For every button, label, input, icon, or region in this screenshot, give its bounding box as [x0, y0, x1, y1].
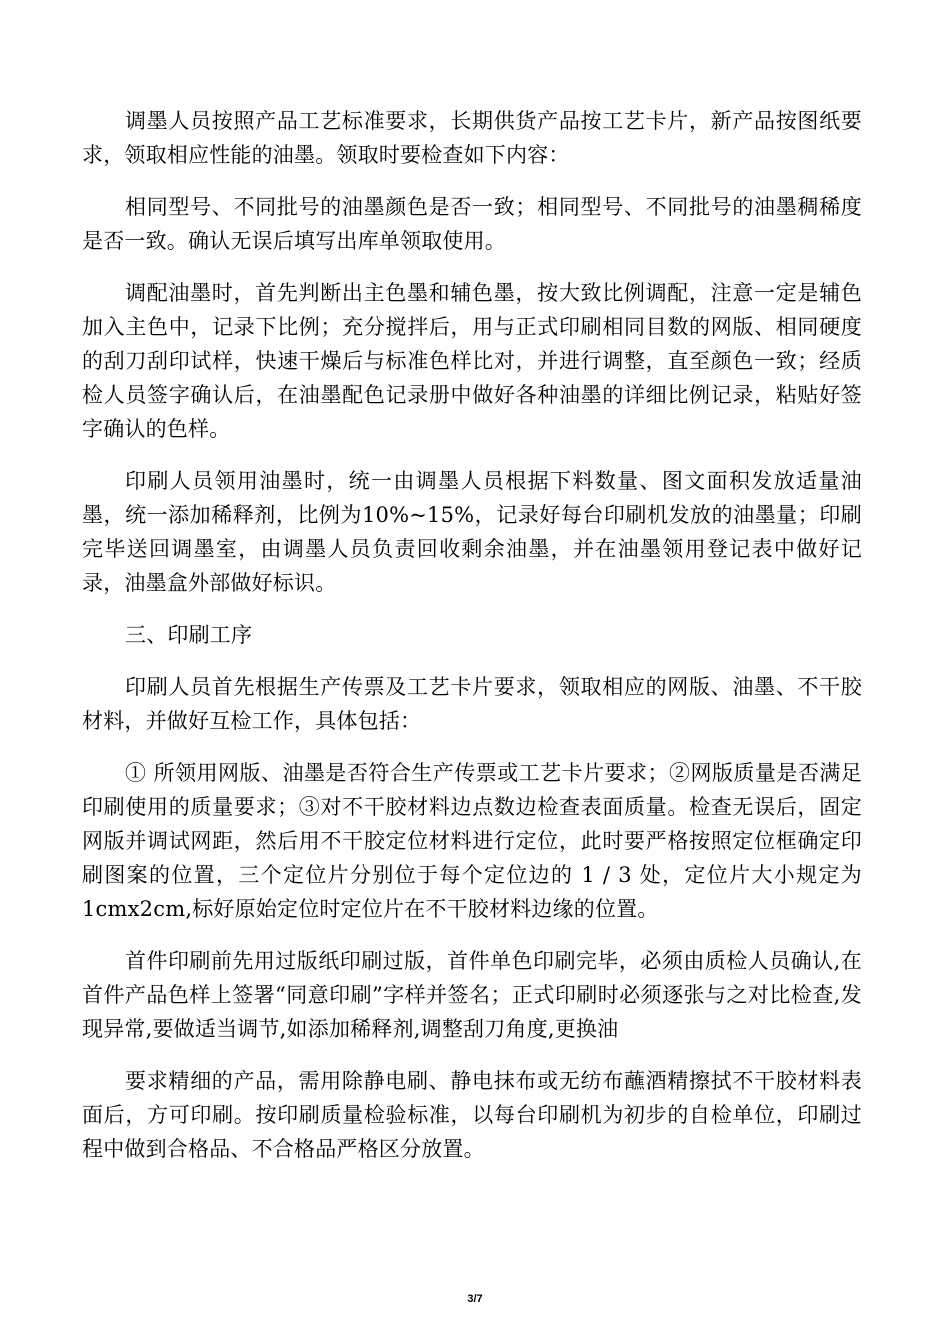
paragraph-ink-check: 相同型号、不同批号的油墨颜色是否一致；相同型号、不同批号的油墨稠稀度是否一致。确认无误后填写出库单领取使用。 — [82, 195, 862, 253]
paragraph-ink-issuing: 印刷人员领用油墨时，统一由调墨人员根据下料数量、图文面积发放适量油墨，统一添加稀释剂，比例为10%~15%，记录好每台印刷机发放的油墨量；印刷完毕送回调墨室，由调墨人员负责回收剩余油墨，并在油墨领用登记表中做好记录，油墨盒外部做好标识。 — [82, 469, 862, 595]
paragraph-ink-requisition: 调墨人员按照产品工艺标准要求，长期供货产品按工艺卡片，新产品按图纸要求，领取相应性能的油墨。领取时要检查如下内容： — [82, 109, 862, 167]
paragraph-fine-products: 要求精细的产品，需用除静电刷、静电抹布或无纺布蘸酒精擦拭不干胶材料表面后，方可印刷。按印刷质量检验标准，以每台印刷机为初步的自检单位，印刷过程中做到合格品、不合格品严格区分放置。 — [82, 1069, 862, 1161]
paragraph-ink-mixing: 调配油墨时，首先判断出主色墨和辅色墨，按大致比例调配，注意一定是辅色加入主色中，记录下比例；充分搅拌后，用与正式印刷相同目数的网版、相同硬度的刮刀刮印试样，快速干燥后与标准色样比对，并进行调整，直至颜色一致；经质检人员签字确认后，在油墨配色记录册中做好各种油墨的详细比例记录，粘贴好签字确认的色样。 — [82, 281, 862, 441]
paragraph-first-print: 首件印刷前先用过版纸印刷过版，首件单色印刷完毕，必须由质检人员确认,在首件产品色样上签署“同意印刷”字样并签名；正式印刷时必须逐张与之对比检查,发现异常,要做适当调节,如添加稀释剂,调整刮刀角度,更换油 — [82, 949, 862, 1041]
page-number: 3/7 — [467, 1293, 483, 1305]
paragraph-mutual-check: ① 所领用网版、油墨是否符合生产传票或工艺卡片要求；②网版质量是否满足印刷使用的质量要求；③对不干胶材料边点数边检查表面质量。检查无误后，固定网版并调试网距，然后用不干胶定位材料进行定位，此时要严格按照定位框确定印刷图案的位置，三个定位片分别位于每个定位边的 1 / 3 处，定位片大小规定为 1cmx2cm,标好原始定位时定位片在不干胶材料边缘的位置。 — [82, 761, 862, 921]
section-heading-printing: 三、印刷工序 — [125, 623, 253, 647]
document-body — [82, 104, 862, 1184]
paragraph-printing-prep: 印刷人员首先根据生产传票及工艺卡片要求，领取相应的网版、油墨、不干胶材料，并做好互检工作，具体包括： — [82, 675, 862, 733]
